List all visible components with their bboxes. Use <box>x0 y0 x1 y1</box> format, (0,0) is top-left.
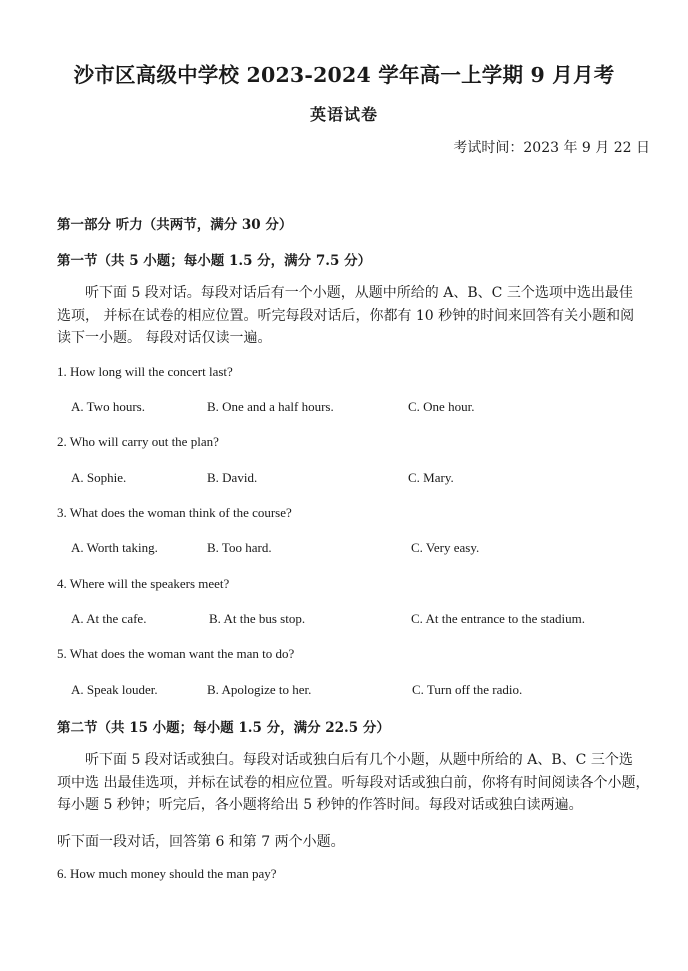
question-stem: 6. How much money should the man pay? <box>57 866 277 881</box>
instruction-line: 项中选 出最佳选项，并标在试卷的相应位置。听每段对话或独白前，你将有时间阅读各个小题， <box>57 774 650 791</box>
option-b: B. Apologize to her. <box>207 682 312 697</box>
option-a: A. Worth taking. <box>71 540 158 555</box>
part1-heading: 第一部分 听力（共两节，满分 30 分） <box>57 217 293 233</box>
option-a: A. Two hours. <box>71 399 145 414</box>
option-b: B. David. <box>207 470 258 485</box>
option-a: A. Sophie. <box>71 470 127 485</box>
section1-instructions <box>57 282 653 350</box>
option-b: B. One and a half hours. <box>207 399 334 414</box>
option-c: C. Turn off the radio. <box>412 682 523 697</box>
option-c: C. At the entrance to the stadium. <box>411 611 586 626</box>
instruction-line: 选项， 并标在试卷的相应位置。听完每段对话后，你都有 10 秒钟的时间来回答有关小题和阅 <box>57 307 635 324</box>
instruction-line: 读下一小题。 每段对话仅读一遍。 <box>57 330 272 346</box>
instruction-line: 听下面 5 段对话。每段对话后有一个小题，从题中所给的 A、B、C 三个选项中选出最佳 <box>85 285 633 301</box>
question-stem: 1. How long will the concert last? <box>57 364 233 379</box>
question-stem: 3. What does the woman think of the course? <box>57 505 292 520</box>
question-stem: 2. Who will carry out the plan? <box>57 434 219 449</box>
option-c: C. Mary. <box>408 470 454 485</box>
instruction-line: 每小题 5 秒钟；听完后，各小题将给出 5 秒钟的作答时间。每段对话或独白读两遍。 <box>57 797 583 813</box>
section2-instructions <box>57 749 653 817</box>
section2-heading: 第二节（共 15 小题；每小题 1.5 分，满分 22.5 分） <box>57 720 390 736</box>
exam-title: 沙市区高级中学校 2023-2024 学年高一上学期 9 月月考 <box>73 63 615 87</box>
instruction-line: 听下面 5 段对话或独白。每段对话或独白后有几个小题，从题中所给的 A、B、C 三个选 <box>85 752 633 768</box>
question-stem: 4. Where will the speakers meet? <box>57 576 230 591</box>
option-c: C. Very easy. <box>411 540 480 555</box>
option-a: A. Speak louder. <box>71 682 158 697</box>
option-b: B. Too hard. <box>207 540 272 555</box>
section1-heading: 第一节（共 5 小题；每小题 1.5 分，满分 7.5 分） <box>57 253 372 269</box>
option-c: C. One hour. <box>408 399 475 414</box>
option-b: B. At the bus stop. <box>209 611 306 626</box>
question-stem: 5. What does the woman want the man to do? <box>57 646 295 661</box>
option-a: A. At the cafe. <box>71 611 147 626</box>
dialogue-intro: 听下面一段对话，回答第 6 和第 7 两个小题。 <box>57 834 345 850</box>
exam-date: 考试时间：2023 年 9 月 22 日 <box>453 140 650 156</box>
exam-subtitle: 英语试卷 <box>309 105 378 124</box>
